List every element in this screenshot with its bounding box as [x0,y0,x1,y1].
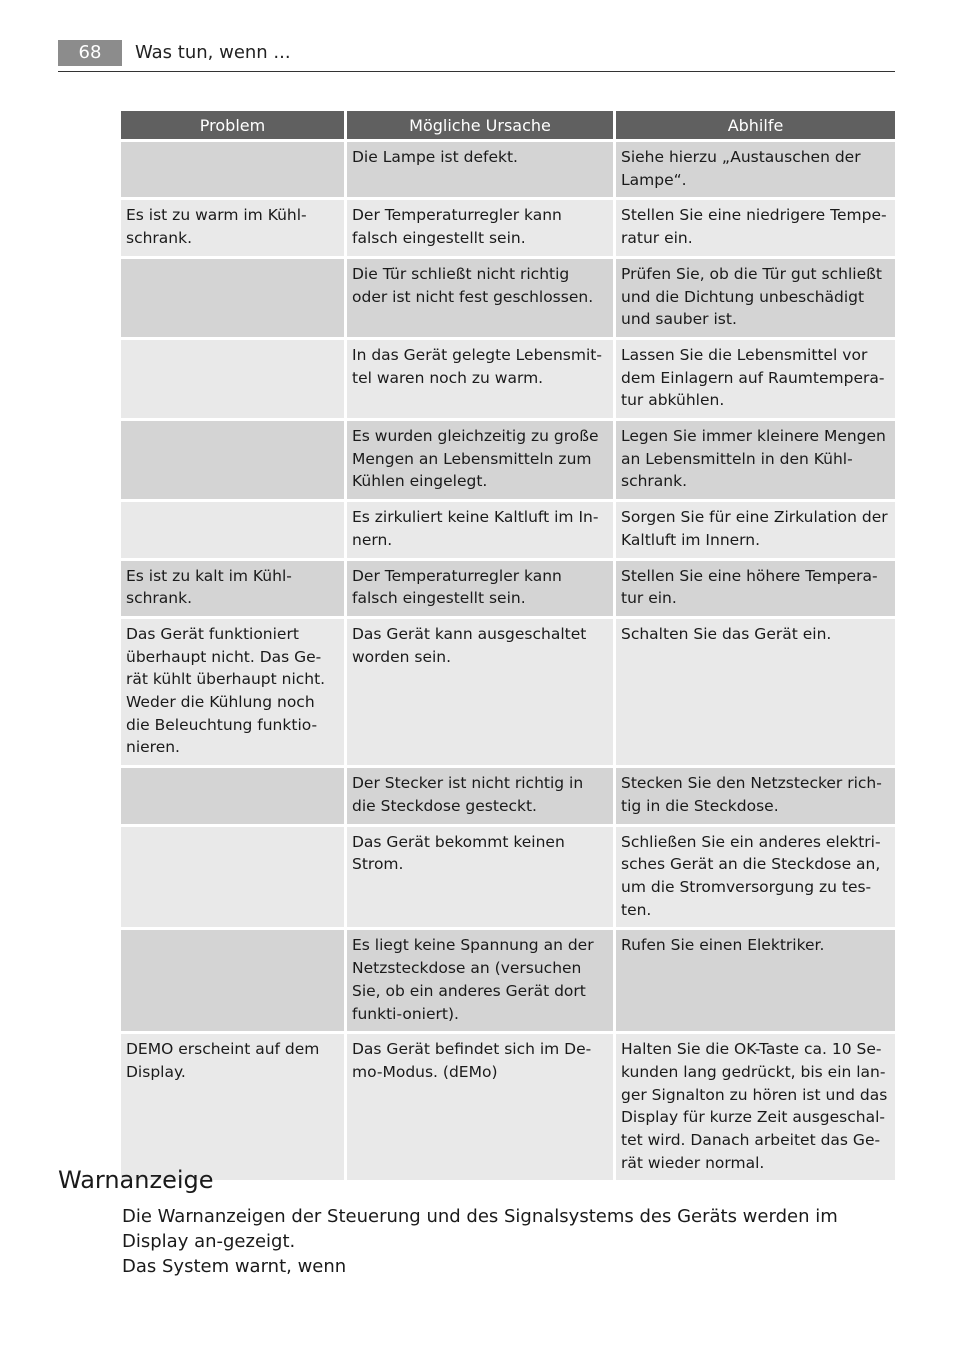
remedy-cell: Prüfen Sie, ob die Tür gut schließt und die Dichtung unbeschädigt und sauber ist. [616,259,895,337]
remedy-cell: Halten Sie die OK-Taste ca. 10 Se-kunden lang gedrückt, bis ein lan-ger Signalton zu hören ist und das Display für kurze Zeit ausgeschal-tet wird. Danach arbeitet das Ge-rät wieder normal. [616,1034,895,1180]
cause-cell: Die Lampe ist defekt. [347,142,613,197]
cause-cell: Es wurden gleichzeitig zu große Mengen an Lebensmitteln zum Kühlen eingelegt. [347,421,613,499]
table-header-row [121,111,895,139]
remedy-cell: Legen Sie immer kleinere Mengen an Lebensmitteln in den Kühl-schrank. [616,421,895,499]
cause-cell: Der Stecker ist nicht richtig in die Steckdose gesteckt. [347,768,613,823]
problem-cell [121,768,344,823]
cause-cell: In das Gerät gelegte Lebensmit-tel waren noch zu warm. [347,340,613,418]
table-row [121,142,895,197]
cause-cell: Das Gerät befindet sich im De-mo-Modus. (dEMo) [347,1034,613,1180]
table-row [121,1034,895,1180]
remedy-cell: Stellen Sie eine höhere Tempera-tur ein. [616,561,895,616]
page-header [58,40,895,72]
problem-cell: Es ist zu kalt im Kühl-schrank. [121,561,344,616]
cause-cell: Es zirkuliert keine Kaltluft im In-nern. [347,502,613,557]
remedy-cell: Stecken Sie den Netzstecker rich-tig in die Steckdose. [616,768,895,823]
section-title: Warnanzeige [58,1166,214,1194]
section-paragraph-2: Das System warnt, wenn [122,1256,347,1277]
column-header-cause: Mögliche Ursache [347,111,613,139]
table-row [121,421,895,499]
table-row [121,502,895,557]
table-row [121,561,895,616]
problem-cell: Es ist zu warm im Kühl-schrank. [121,200,344,255]
column-header-remedy: Abhilfe [616,111,895,139]
problem-cell [121,340,344,418]
problem-cell [121,142,344,197]
table-row [121,930,895,1031]
problem-cell [121,827,344,928]
problem-cell [121,930,344,1031]
cause-cell: Der Temperaturregler kann falsch eingestellt sein. [347,561,613,616]
remedy-cell: Sorgen Sie für eine Zirkulation der Kaltluft im Innern. [616,502,895,557]
problem-cell [121,259,344,337]
cause-cell: Es liegt keine Spannung an der Netzsteckdose an (versuchen Sie, ob ein anderes Gerät dort funkti-oniert). [347,930,613,1031]
remedy-cell: Schließen Sie ein anderes elektri-sches Gerät an die Steckdose an, um die Stromversorgung zu tes-ten. [616,827,895,928]
column-header-problem: Problem [121,111,344,139]
table-row [121,827,895,928]
table-row [121,340,895,418]
remedy-cell: Stellen Sie eine niedrigere Tempe-ratur ein. [616,200,895,255]
problem-cell: DEMO erscheint auf dem Display. [121,1034,344,1180]
troubleshooting-table [118,108,898,1183]
table-row [121,200,895,255]
page-number: 68 [58,40,122,66]
table-row [121,768,895,823]
remedy-cell: Lassen Sie die Lebensmittel vor dem Einlagern auf Raumtempera-tur abkühlen. [616,340,895,418]
cause-cell: Die Tür schließt nicht richtig oder ist nicht fest geschlossen. [347,259,613,337]
table-row [121,619,895,765]
problem-cell [121,421,344,499]
problem-cell [121,502,344,557]
cause-cell: Das Gerät kann ausgeschaltet worden sein. [347,619,613,765]
table-row [121,259,895,337]
remedy-cell: Siehe hierzu „Austauschen der Lampe“. [616,142,895,197]
remedy-cell: Rufen Sie einen Elektriker. [616,930,895,1031]
section-paragraph: Die Warnanzeigen der Steuerung und des Signalsystems des Geräts werden im Display an-gezeigt. [122,1206,838,1252]
problem-cell: Das Gerät funktioniert überhaupt nicht. Das Ge-rät kühlt überhaupt nicht. Weder die Kühlung noch die Beleuchtung funktio-nieren. [121,619,344,765]
remedy-cell: Schalten Sie das Gerät ein. [616,619,895,765]
header-title: Was tun, wenn ... [135,42,291,63]
cause-cell: Das Gerät bekommt keinen Strom. [347,827,613,928]
cause-cell: Der Temperaturregler kann falsch eingestellt sein. [347,200,613,255]
